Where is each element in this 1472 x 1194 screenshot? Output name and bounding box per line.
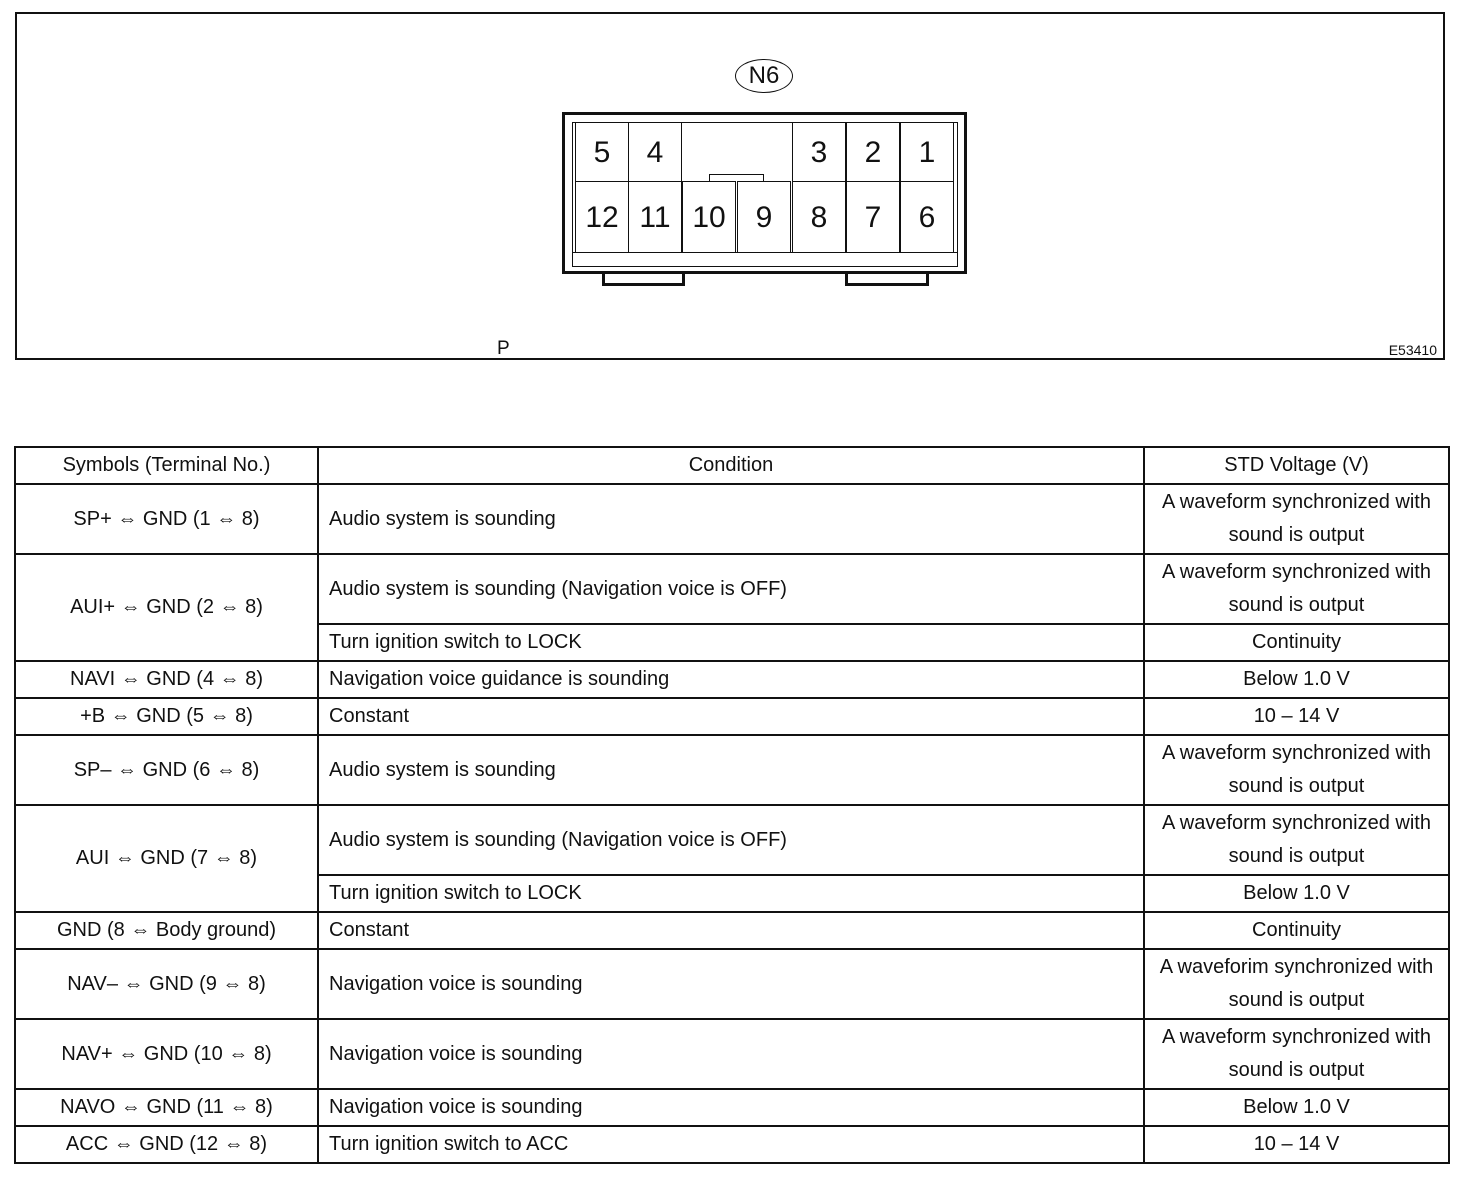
voltage-cell: A waveform synchronized with sound is output — [1144, 1019, 1449, 1089]
condition-cell: Navigation voice guidance is sounding — [318, 661, 1144, 698]
voltage-cell: 10 – 14 V — [1144, 1126, 1449, 1163]
voltage-cell: Continuity — [1144, 912, 1449, 949]
pin-6: 6 — [900, 181, 954, 253]
pin-2: 2 — [846, 122, 900, 182]
pin-12: 12 — [575, 181, 629, 253]
symbol-cell: SP+ ⇔ GND (1 ⇔ 8) — [15, 484, 318, 554]
table-row — [15, 912, 1449, 949]
condition-cell: Turn ignition switch to LOCK — [318, 624, 1144, 661]
condition-cell: Navigation voice is sounding — [318, 949, 1144, 1019]
panel-letter: P — [497, 338, 510, 359]
terminal-voltage-table — [14, 446, 1450, 1164]
figure-code: E53410 — [1388, 342, 1437, 358]
table-row — [15, 554, 1449, 624]
connector-label: N6 — [735, 59, 793, 93]
condition-cell: Navigation voice is sounding — [318, 1019, 1144, 1089]
condition-cell: Audio system is sounding (Navigation voice is OFF) — [318, 554, 1144, 624]
connector-foot-left — [602, 274, 685, 286]
voltage-cell: 10 – 14 V — [1144, 698, 1449, 735]
condition-cell: Audio system is sounding (Navigation voice is OFF) — [318, 805, 1144, 875]
table-row — [15, 1089, 1449, 1126]
table-row — [15, 484, 1449, 554]
table-row — [15, 805, 1449, 875]
table-row — [15, 949, 1449, 1019]
voltage-cell: A waveform synchronized with sound is output — [1144, 554, 1449, 624]
symbol-cell: NAV– ⇔ GND (9 ⇔ 8) — [15, 949, 318, 1019]
pin-4: 4 — [628, 122, 682, 182]
table-header-row — [15, 447, 1449, 484]
condition-cell: Turn ignition switch to ACC — [318, 1126, 1144, 1163]
condition-cell: Audio system is sounding — [318, 735, 1144, 805]
pin-5: 5 — [575, 122, 629, 182]
voltage-cell: A waveform synchronized with sound is output — [1144, 484, 1449, 554]
condition-cell: Constant — [318, 912, 1144, 949]
symbol-cell: NAVI ⇔ GND (4 ⇔ 8) — [15, 661, 318, 698]
symbol-cell: NAVO ⇔ GND (11 ⇔ 8) — [15, 1089, 318, 1126]
symbol-cell: GND (8 ⇔ Body ground) — [15, 912, 318, 949]
connector-diagram — [15, 12, 1445, 360]
table-row — [15, 1126, 1449, 1163]
symbol-cell: SP– ⇔ GND (6 ⇔ 8) — [15, 735, 318, 805]
pin-1: 1 — [900, 122, 954, 182]
voltage-cell: Below 1.0 V — [1144, 875, 1449, 912]
pin-10: 10 — [682, 181, 736, 253]
header-std-voltage: STD Voltage (V) — [1144, 447, 1449, 484]
connector-foot-right — [845, 274, 929, 286]
table-row — [15, 1019, 1449, 1089]
voltage-cell: Below 1.0 V — [1144, 1089, 1449, 1126]
condition-cell: Turn ignition switch to LOCK — [318, 875, 1144, 912]
condition-cell: Audio system is sounding — [318, 484, 1144, 554]
voltage-cell: A waveform synchronized with sound is output — [1144, 805, 1449, 875]
voltage-cell: Below 1.0 V — [1144, 661, 1449, 698]
symbol-cell: NAV+ ⇔ GND (10 ⇔ 8) — [15, 1019, 318, 1089]
pin-11: 11 — [628, 181, 682, 253]
symbol-cell: +B ⇔ GND (5 ⇔ 8) — [15, 698, 318, 735]
pin-9: 9 — [737, 181, 791, 253]
pin-7: 7 — [846, 181, 900, 253]
symbol-cell: ACC ⇔ GND (12 ⇔ 8) — [15, 1126, 318, 1163]
symbol-cell: AUI+ ⇔ GND (2 ⇔ 8) — [15, 554, 318, 661]
pin-8: 8 — [792, 181, 846, 253]
header-condition: Condition — [318, 447, 1144, 484]
voltage-cell: Continuity — [1144, 624, 1449, 661]
header-symbols: Symbols (Terminal No.) — [15, 447, 318, 484]
pin-3: 3 — [792, 122, 846, 182]
table-row — [15, 698, 1449, 735]
table-row — [15, 735, 1449, 805]
condition-cell: Constant — [318, 698, 1144, 735]
table-row — [15, 661, 1449, 698]
symbol-cell: AUI ⇔ GND (7 ⇔ 8) — [15, 805, 318, 912]
voltage-cell: A waveform synchronized with sound is output — [1144, 735, 1449, 805]
condition-cell: Navigation voice is sounding — [318, 1089, 1144, 1126]
voltage-cell: A waveforim synchronized with sound is output — [1144, 949, 1449, 1019]
